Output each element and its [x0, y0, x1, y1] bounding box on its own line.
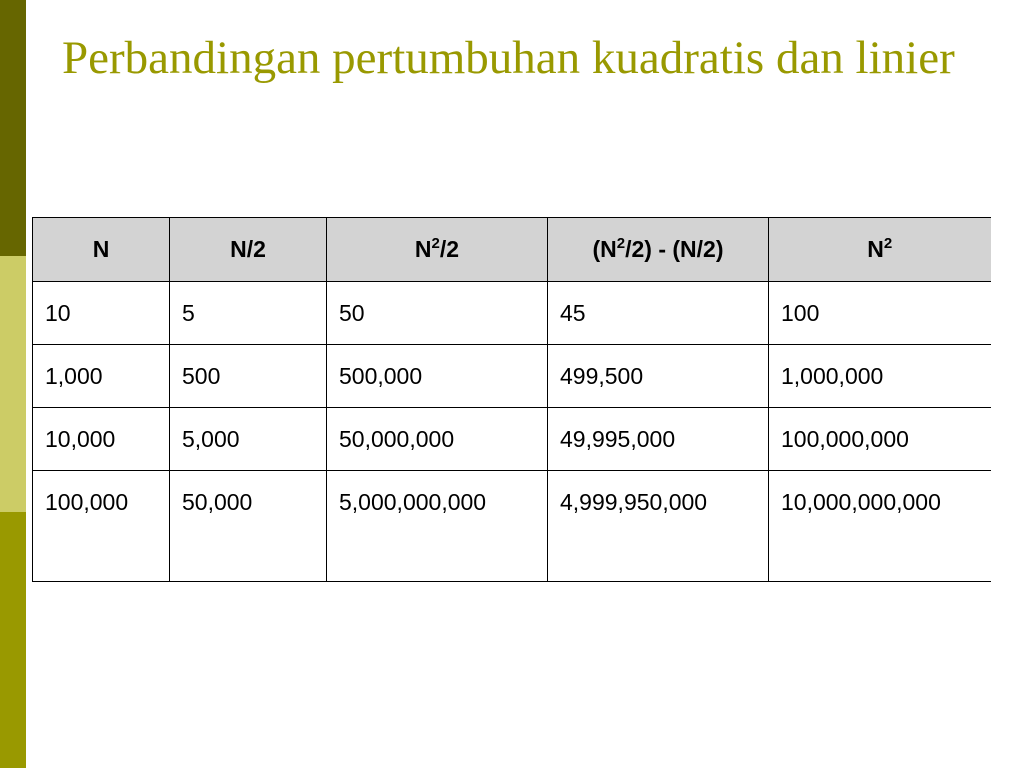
growth-comparison-table [32, 217, 991, 582]
table-cell: 50,000 [170, 471, 327, 582]
header-difference: $(N^2/2) - (N/2)$ [548, 218, 769, 282]
table-cell: 10,000 [33, 408, 170, 471]
table-row [33, 345, 991, 408]
slide-title: Perbandingan pertumbuhan kuadratis dan linier [62, 32, 955, 84]
header-n: N [33, 218, 170, 282]
table-cell: 1,000,000 [769, 345, 991, 408]
table-row [33, 408, 991, 471]
header-n-half: N/2 [170, 218, 327, 282]
header-n-squared-half: $N^2/2$ [327, 218, 548, 282]
table-header-row [33, 218, 991, 282]
table-cell: 5,000 [170, 408, 327, 471]
table-cell: 49,995,000 [548, 408, 769, 471]
table-cell: 4,999,950,000 [548, 471, 769, 582]
table-cell: 100 [769, 282, 991, 345]
table-cell: 100,000 [33, 471, 170, 582]
header-n-squared: $N^2$ [769, 218, 991, 282]
side-bar-bottom [0, 512, 26, 768]
table-cell: 499,500 [548, 345, 769, 408]
table-cell: 5 [170, 282, 327, 345]
table-cell: 45 [548, 282, 769, 345]
table-cell: 100,000,000 [769, 408, 991, 471]
side-bar-top [0, 0, 26, 256]
table-row [33, 471, 991, 582]
table-cell: 500 [170, 345, 327, 408]
table-row [33, 282, 991, 345]
table-cell: 50,000,000 [327, 408, 548, 471]
table-cell: 5,000,000,000 [327, 471, 548, 582]
table-cell: 10 [33, 282, 170, 345]
side-bar-middle [0, 256, 26, 512]
table-cell: 1,000 [33, 345, 170, 408]
table-cell: 10,000,000,000 [769, 471, 991, 582]
table-cell: 50 [327, 282, 548, 345]
table-cell: 500,000 [327, 345, 548, 408]
